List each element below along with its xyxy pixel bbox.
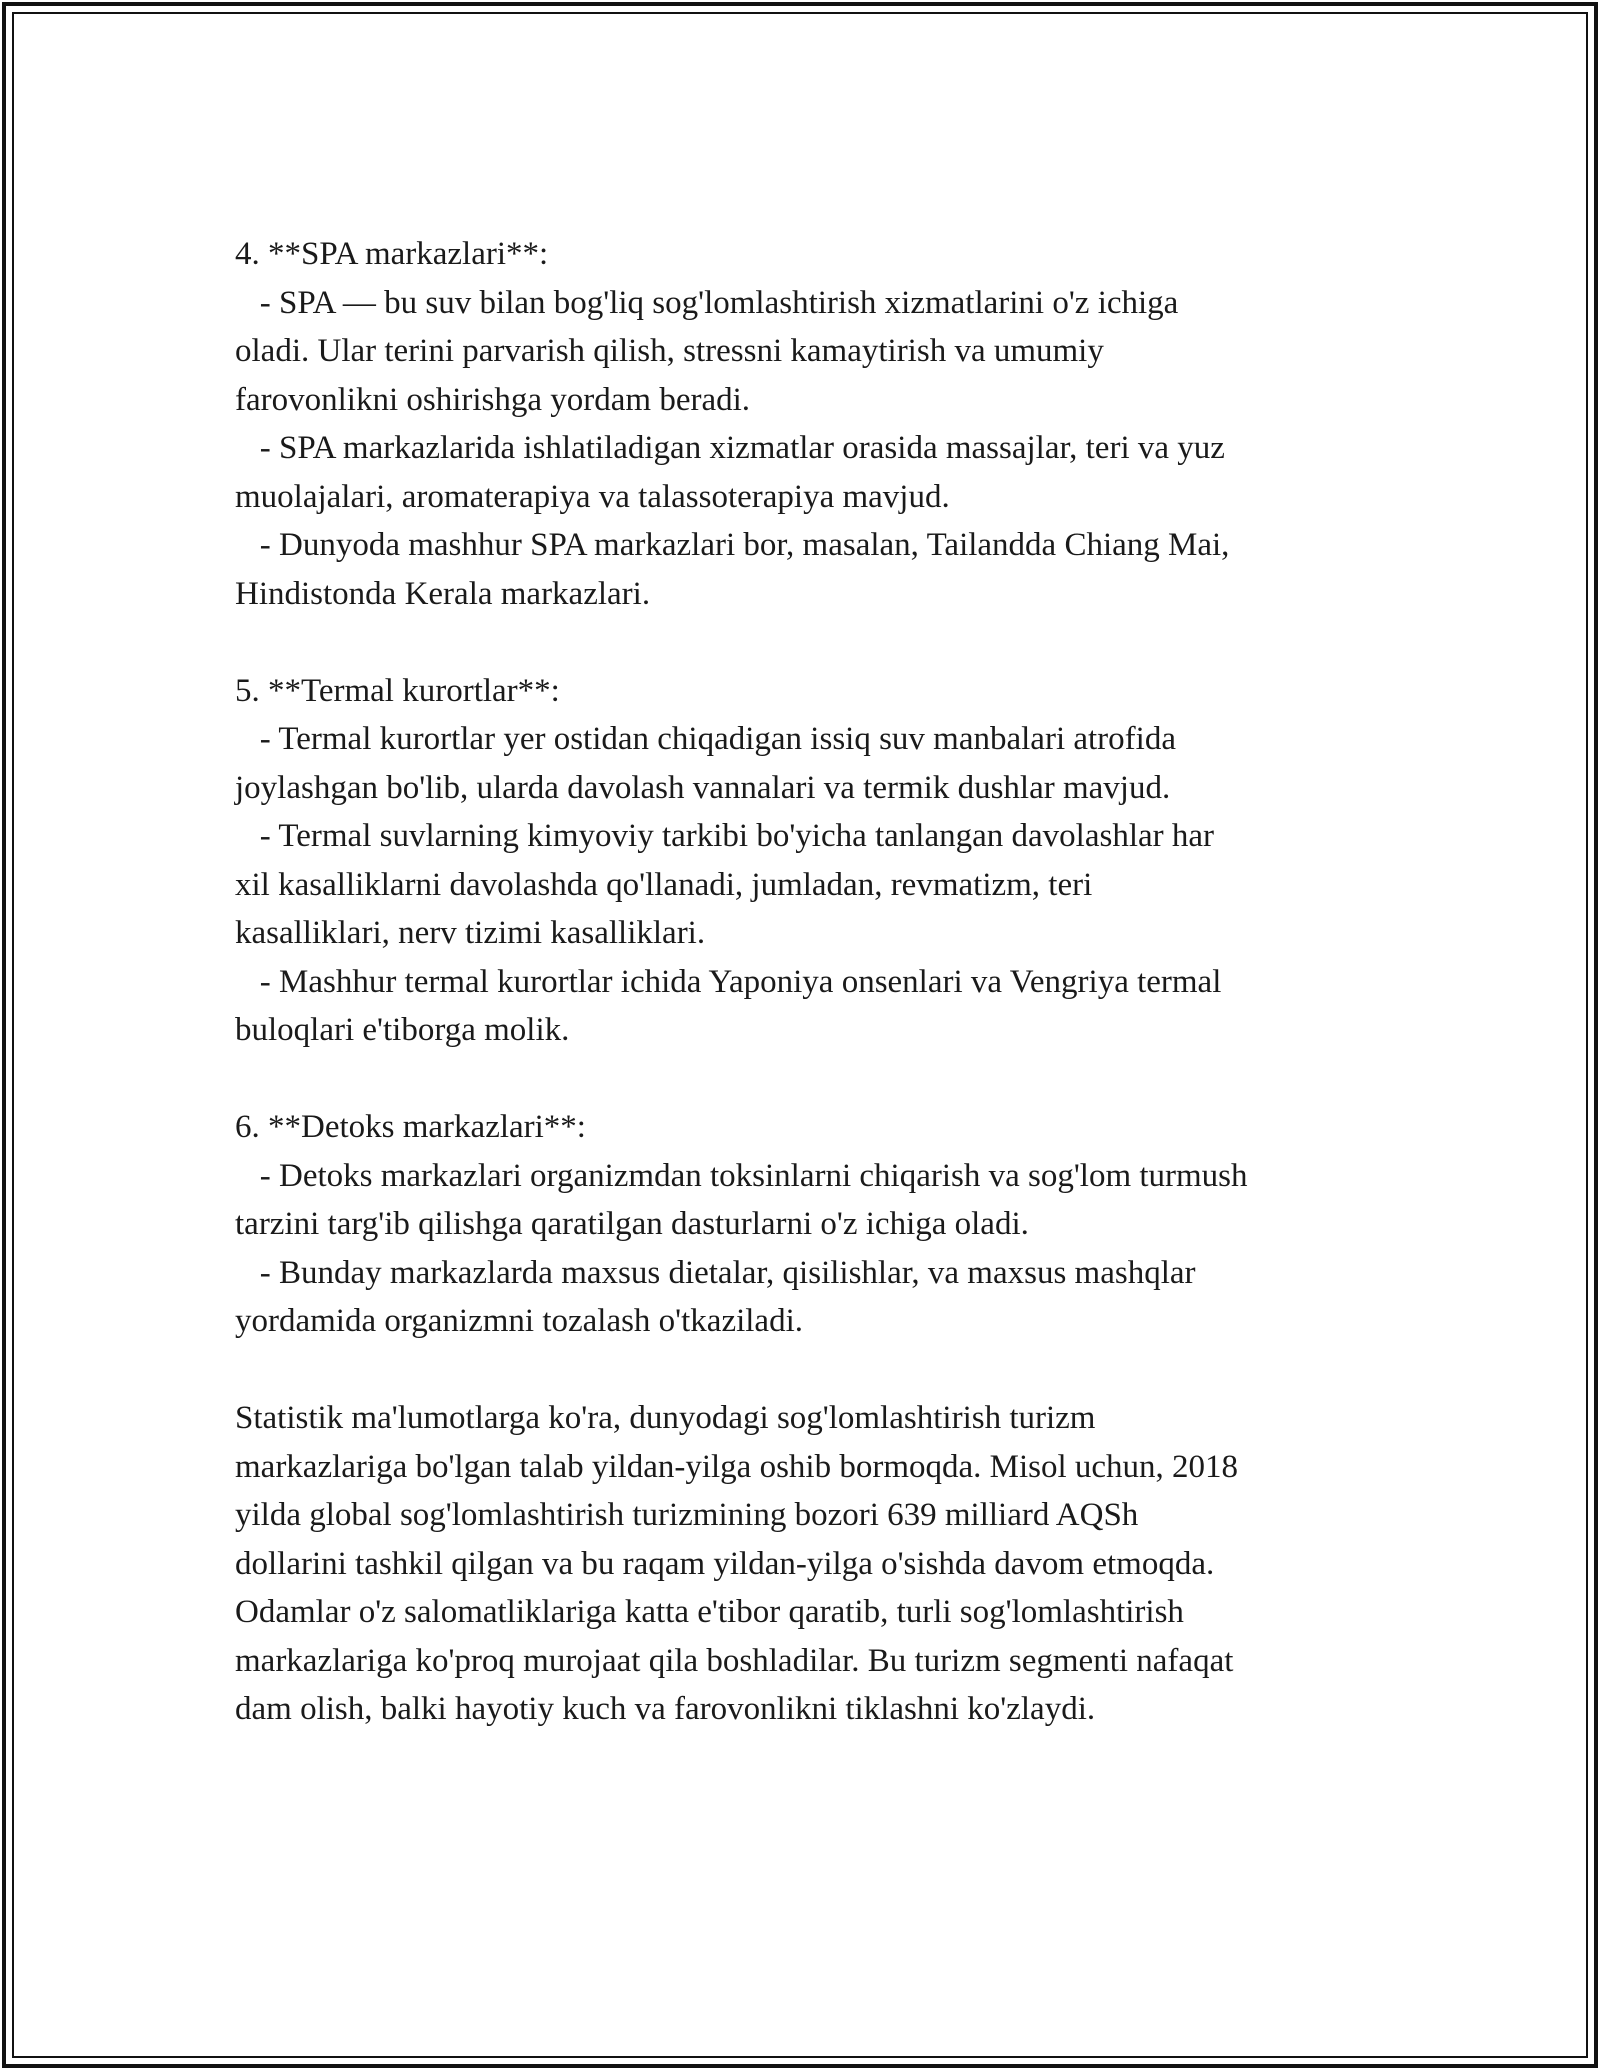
text-line: yilda global sog'lomlashtirish turizmining bozori 639 milliard AQSh	[235, 1497, 1139, 1533]
text-line: - Dunyoda mashhur SPA markazlari bor, masalan, Tailandda Chiang Mai,	[235, 527, 1230, 563]
text-line: dam olish, balki hayotiy kuch va farovonlikni tiklashni ko'zlaydi.	[235, 1691, 1096, 1727]
section-heading: 4. **SPA markazlari**:	[235, 236, 549, 272]
text-line: kasalliklari, nerv tizimi kasalliklari.	[235, 915, 706, 951]
text-line: farovonlikni oshirishga yordam beradi.	[235, 381, 751, 418]
statistics-paragraph	[235, 1394, 1375, 1734]
text-line: oladi. Ular terini parvarish qilish, stressni kamaytirish va umumiy	[235, 333, 1104, 369]
section-heading: 6. **Detoks markazlari**:	[235, 1109, 586, 1145]
text-line: yordamida organizmni tozalash o'tkaziladi.	[235, 1303, 803, 1339]
paragraph-gap	[235, 1055, 1375, 1104]
text-line: - SPA markazlarida ishlatiladigan xizmatlar orasida massajlar, teri va yuz	[235, 430, 1225, 466]
text-line: xil kasalliklarni davolashda qo'llanadi, jumladan, revmatizm, teri	[235, 866, 1093, 903]
text-line: dollarini tashkil qilgan va bu raqam yildan-yilga o'sishda davom etmoqda.	[235, 1545, 1215, 1582]
text-line: buloqlari e'tiborga molik.	[235, 1012, 570, 1048]
text-line: - Termal kurortlar yer ostidan chiqadigan issiq suv manbalari atrofida	[235, 721, 1176, 757]
paragraph-gap	[235, 618, 1375, 667]
text-line: muolajalari, aromaterapiya va talassoterapiya mavjud.	[235, 478, 950, 515]
text-line: Statistik ma'lumotlarga ko'ra, dunyodagi sog'lomlashtirish turizm	[235, 1400, 1096, 1436]
section-heading: 5. **Termal kurortlar**:	[235, 672, 560, 709]
text-line: joylashgan bo'lib, ularda davolash vannalari va termik dushlar mavjud.	[235, 769, 1171, 806]
text-line: - SPA — bu suv bilan bog'liq sog'lomlashtirish xizmatlarini o'z ichiga	[235, 284, 1179, 321]
section-termal	[235, 667, 1375, 1055]
document-body	[235, 230, 1375, 1734]
text-line: markazlariga bo'lgan talab yildan-yilga oshib bormoqda. Misol uchun, 2018	[235, 1448, 1239, 1485]
text-line: Odamlar o'z salomatliklariga katta e'tibor qaratib, turli sog'lomlashtirish	[235, 1594, 1184, 1630]
section-spa	[235, 230, 1375, 618]
text-line: - Detoks markazlari organizmdan toksinlarni chiqarish va sog'lom turmush	[235, 1157, 1248, 1194]
text-line: - Mashhur termal kurortlar ichida Yaponiya onsenlari va Vengriya termal	[235, 963, 1222, 1000]
section-detoks	[235, 1103, 1375, 1346]
text-line: tarzini targ'ib qilishga qaratilgan dasturlarni o'z ichiga oladi.	[235, 1206, 1029, 1242]
text-line: Hindistonda Kerala markazlari.	[235, 575, 651, 612]
paragraph-gap	[235, 1346, 1375, 1395]
text-line: - Termal suvlarning kimyoviy tarkibi bo'yicha tanlangan davolashlar har	[235, 818, 1215, 854]
text-line: - Bunday markazlarda maxsus dietalar, qisilishlar, va maxsus mashqlar	[235, 1254, 1196, 1291]
text-line: markazlariga ko'proq murojaat qila boshladilar. Bu turizm segmenti nafaqat	[235, 1642, 1234, 1679]
